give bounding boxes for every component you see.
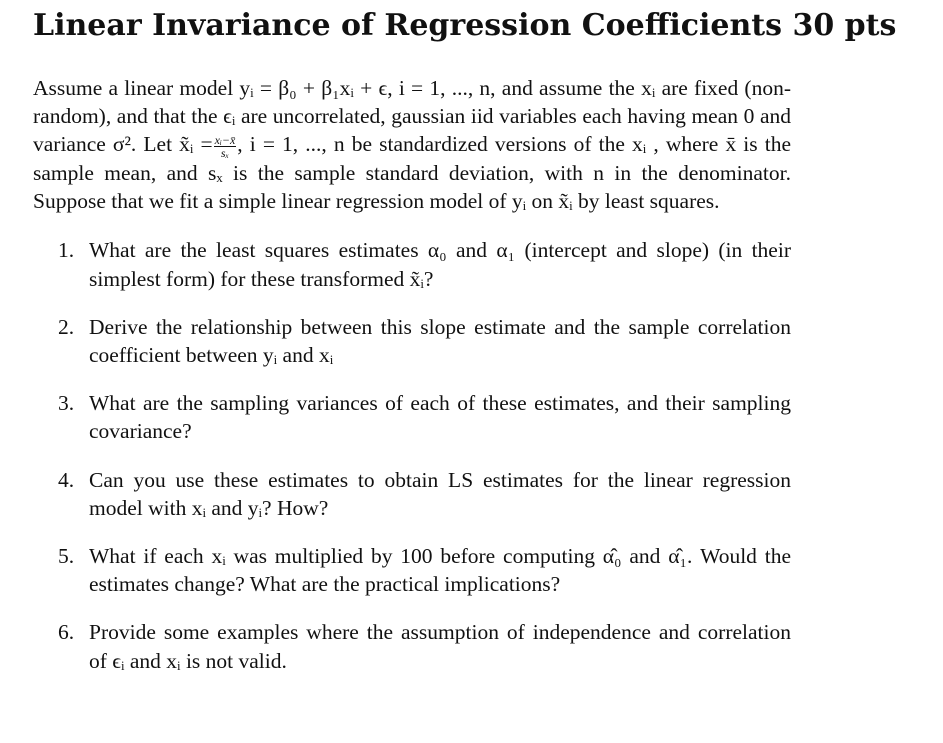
question-text: What if each xᵢ was multiplied by 100 before computing α̂₀ and α̂₁. Would the estimates change? What are the practical implications?: [89, 544, 791, 597]
question-list: [33, 236, 915, 674]
question-number: 2.: [58, 314, 75, 339]
intro-line-3b: , i = 1, ..., n be: [237, 132, 373, 157]
question-item: [33, 618, 791, 674]
fraction-denominator: sₓ: [220, 145, 230, 160]
page-title: Linear Invariance of Regression Coefficients 30 pts: [33, 8, 897, 43]
question-text: What are the sampling variances of each of these estimates, and their sampling covariance?: [89, 391, 791, 444]
intro-line-5: sample standard deviation, with n in the denominator. Suppose that we fit: [33, 160, 791, 214]
fraction-numerator: xᵢ−x̄: [214, 132, 236, 147]
intro-line-1: Assume a linear model yᵢ = β₀ + β₁xᵢ + ϵ, i = 1, ..., n, and assume the: [33, 76, 635, 100]
problem-statement: [33, 74, 791, 215]
question-number: 6.: [58, 620, 75, 645]
intro-line-3a: variables each having mean 0 and variance σ². Let x̃ᵢ =: [33, 104, 792, 157]
question-number: 1.: [58, 238, 75, 263]
question-number: 4.: [58, 467, 75, 492]
question-item: [33, 236, 791, 292]
question-text: What are the least squares estimates α₀ and α₁ (intercept and slope) (in their simplest form) for these transformed x̃ᵢ?: [89, 238, 791, 291]
question-item: [33, 313, 791, 369]
intro-line-4: standardized versions of the xᵢ , where x̄ is the sample mean, and sₓ is the: [33, 132, 791, 185]
question-number: 5.: [58, 544, 75, 568]
standardization-fraction: [214, 134, 237, 159]
intro-line-2: xᵢ are fixed (non-random), and that the ϵᵢ are uncorrelated, gaussian iid: [33, 76, 792, 129]
question-text: Can you use these estimates to obtain LS estimates for the linear regression model with xᵢ and yᵢ? How?: [89, 467, 791, 520]
question-item: [33, 542, 791, 598]
question-item: [33, 389, 791, 445]
question-text: Provide some examples where the assumption of independence and correlation of ϵᵢ and xᵢ is not valid.: [89, 620, 791, 673]
intro-line-6: a simple linear regression model of yᵢ on x̃ᵢ by least squares.: [203, 189, 720, 214]
question-text: Derive the relationship between this slope estimate and the sample correlation coefficient between yᵢ and xᵢ: [89, 314, 791, 367]
question-number: 3.: [58, 391, 75, 416]
question-item: [33, 466, 791, 522]
